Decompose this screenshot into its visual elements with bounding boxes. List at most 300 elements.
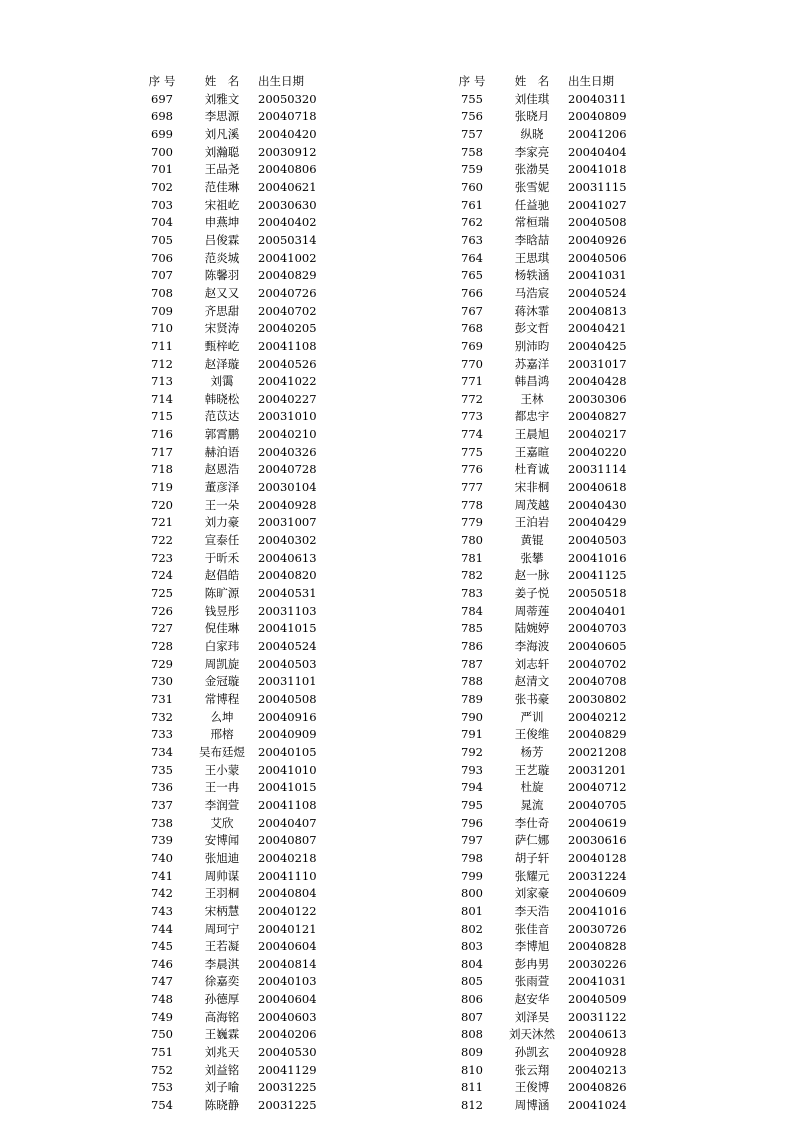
table-row [446,91,640,109]
name-cell: 王俊博 [514,1080,550,1095]
name-cell: 张云翔 [514,1062,550,1077]
table-row [136,815,330,833]
table-row [136,585,330,603]
roster-table-left [136,73,330,1115]
name-cell: 申燕坤 [204,215,240,230]
serial-number-cell: 736 [151,780,173,795]
table-row [446,726,640,744]
serial-number-cell: 746 [151,956,173,971]
name-cell: 李家亮 [514,144,550,159]
name-cell: 孙德厚 [204,992,240,1007]
name-cell: 王思琪 [514,250,550,265]
birth-date-cell: 20040428 [568,374,627,389]
name-cell: 李晗喆 [514,232,550,247]
birth-date-cell: 20040829 [258,268,317,283]
table-row [446,1026,640,1044]
serial-number-cell: 795 [461,797,483,812]
table-row [446,868,640,886]
name-cell: 张晓月 [514,109,550,124]
table-row [136,479,330,497]
birth-date-cell: 20041108 [258,338,317,353]
name-cell: 刘凡溪 [204,126,240,141]
birth-date-cell: 20040928 [258,497,317,512]
name-cell: 王巍霖 [204,1027,240,1042]
serial-number-cell: 739 [151,833,173,848]
serial-number-cell: 735 [151,762,173,777]
serial-number-cell: 699 [151,126,173,141]
serial-number-cell: 770 [461,356,483,371]
serial-number-cell: 714 [151,391,173,406]
birth-date-cell: 20030306 [568,391,627,406]
name-cell: 李博旭 [514,939,550,954]
name-cell: 范佳琳 [204,179,240,194]
birth-date-cell: 20040928 [568,1045,627,1060]
serial-number-cell: 797 [461,833,483,848]
name-cell: 邢榕 [210,727,234,742]
serial-number-cell: 811 [461,1080,483,1095]
table-row [136,144,330,162]
birth-date-cell: 20040210 [258,427,317,442]
table-row [136,938,330,956]
birth-date-cell: 20040311 [568,91,627,106]
birth-date-cell: 20041024 [568,1098,627,1113]
serial-number-cell: 765 [461,268,483,283]
name-cell: 胡子轩 [514,850,550,865]
serial-number-cell: 783 [461,586,483,601]
serial-number-cell: 742 [151,886,173,901]
serial-number-cell: 719 [151,480,173,495]
birth-date-cell: 20040128 [568,850,627,865]
birth-date-cell: 20040726 [258,285,317,300]
name-cell: 张渤昊 [514,162,550,177]
serial-number-cell: 715 [151,409,173,424]
birth-date-cell: 20031114 [568,462,627,477]
serial-number-cell: 812 [461,1098,483,1113]
name-cell: 常桓瑞 [514,215,550,230]
birth-date-cell: 20031122 [568,1009,627,1024]
birth-date-cell: 20040531 [258,586,317,601]
birth-date-cell: 20041018 [568,162,627,177]
name-cell: 李海波 [514,639,550,653]
name-cell: 王品尧 [204,162,240,177]
table-row [136,673,330,691]
birth-date-cell: 20040429 [568,515,627,530]
birth-date-cell: 20021208 [568,744,627,759]
birth-date-cell: 20040613 [258,550,317,565]
table-row [136,620,330,638]
name-cell: 甄梓屹 [204,338,240,353]
name-cell: 周蒂莲 [514,603,550,618]
name-cell: 陈晓静 [204,1098,240,1113]
name-cell: 苏嘉洋 [514,356,550,371]
birth-date-cell: 20040105 [258,744,317,759]
name-cell: 范苡达 [204,409,240,424]
serial-number-cell: 710 [151,321,173,336]
name-cell: 王一朵 [204,497,240,512]
table-row [136,709,330,727]
table-row [136,373,330,391]
serial-number-cell: 785 [461,621,483,636]
name-cell: 齐思甜 [204,303,240,318]
birth-date-cell: 20040604 [258,992,317,1007]
name-cell: 杨芳 [520,744,544,759]
table-row [446,161,640,179]
serial-number-cell: 743 [151,903,173,918]
birth-date-cell: 20041016 [568,550,627,565]
birth-date-cell: 20040618 [568,480,627,495]
birth-date-cell: 20040829 [568,727,627,742]
serial-number-cell: 796 [461,815,483,830]
birth-date-cell: 20041027 [568,197,627,212]
name-cell: 姜子悦 [514,586,550,601]
serial-number-cell: 698 [151,109,173,124]
table-row [446,108,640,126]
name-cell: 杜育诚 [514,462,550,477]
serial-number-cell: 732 [151,709,173,724]
table-row [136,514,330,532]
name-cell: 王小蒙 [204,762,240,777]
table-row [446,338,640,356]
table-row [446,250,640,268]
header-row [136,73,330,91]
table-row [446,850,640,868]
name-cell: 李润萱 [204,797,240,812]
serial-number-cell: 754 [151,1098,173,1113]
birth-date-cell: 20040916 [258,709,317,724]
table-row [136,108,330,126]
serial-number-cell: 764 [461,250,483,265]
table-row [136,391,330,409]
name-cell: 黄锟 [520,533,544,548]
serial-number-cell: 781 [461,550,483,565]
serial-number-cell: 738 [151,815,173,830]
birth-date-cell: 20040407 [258,815,317,830]
birth-date-cell: 20041016 [568,903,627,918]
name-cell: 吕俊霖 [204,232,240,247]
table-row [446,144,640,162]
table-row [446,585,640,603]
serial-number-cell: 731 [151,691,173,706]
name-cell: 董彦泽 [204,480,240,495]
serial-number-cell: 776 [461,462,483,477]
name-cell: 马浩宸 [514,285,550,300]
table-row [136,797,330,815]
birth-date-cell: 20041129 [258,1062,317,1077]
birth-date-cell: 20030630 [258,197,317,212]
serial-number-cell: 741 [151,868,173,883]
serial-number-cell: 728 [151,639,173,653]
serial-number-cell: 730 [151,674,173,689]
table-row [446,285,640,303]
birth-date-cell: 20040205 [258,321,317,336]
table-row [446,408,640,426]
birth-date-cell: 20040827 [568,409,627,424]
serial-number-cell: 726 [151,603,173,618]
birth-date-cell: 20040820 [258,568,317,583]
birth-date-cell: 20040702 [568,656,627,671]
birth-date-cell: 20041110 [258,868,317,883]
table-row [446,461,640,479]
name-cell: 刘瀚聪 [204,144,240,159]
table-row [136,179,330,197]
name-cell: 徐嘉奕 [204,974,240,989]
serial-number-cell: 757 [461,126,483,141]
table-row [446,1097,640,1115]
birth-date-cell: 20040326 [258,444,317,459]
birth-date-cell: 20040509 [568,992,627,1007]
birth-date-cell: 20031225 [258,1080,317,1095]
table-row [136,956,330,974]
table-row [136,91,330,109]
serial-number-cell: 760 [461,179,483,194]
birth-date-cell: 20040526 [258,356,317,371]
birth-date-cell: 20041031 [568,268,627,283]
serial-number-cell: 727 [151,621,173,636]
serial-number-cell: 725 [151,586,173,601]
table-row [136,250,330,268]
birth-date-cell: 20040718 [258,109,317,124]
birth-date-cell: 20031224 [568,868,627,883]
table-row [446,197,640,215]
serial-number-cell: 718 [151,462,173,477]
name-cell: 王俊维 [514,727,550,742]
birth-date-cell: 20041108 [258,797,317,812]
name-cell: 金冠璇 [204,674,240,689]
name-cell: 王林 [520,391,544,406]
name-cell: 刘力豪 [204,515,240,530]
table-row [136,161,330,179]
serial-number-cell: 799 [461,868,483,883]
table-row [446,603,640,621]
name-cell: 萨仁娜 [514,833,550,848]
serial-number-cell: 702 [151,179,173,194]
serial-number-cell: 767 [461,303,483,318]
name-cell: 白家玮 [204,639,240,653]
name-cell: 杨轶涵 [514,268,550,283]
table-row [446,832,640,850]
name-cell: 宋祖屹 [204,197,240,212]
table-row [446,426,640,444]
birth-date-cell: 20040705 [568,797,627,812]
serial-number-cell: 744 [151,921,173,936]
name-cell: 赫泊语 [204,444,240,459]
name-cell: 宋非桐 [514,480,550,495]
birth-date-cell: 20040227 [258,391,317,406]
birth-date-cell: 20040728 [258,462,317,477]
header-name: 姓 名 [514,74,550,88]
name-cell: 赵安华 [514,992,550,1007]
header-birth-date: 出生日期 [258,74,304,88]
header-birth-date: 出生日期 [568,74,614,88]
name-cell: 赵倡皓 [204,568,240,583]
serial-number-cell: 810 [461,1062,483,1077]
name-cell: 常博程 [204,691,240,706]
table-row [136,744,330,762]
serial-number-cell: 723 [151,550,173,565]
birth-date-cell: 20041015 [258,780,317,795]
birth-date-cell: 20031115 [568,179,627,194]
birth-date-cell: 20040213 [568,1062,627,1077]
birth-date-cell: 20040807 [258,833,317,848]
serial-number-cell: 758 [461,144,483,159]
table-row [136,921,330,939]
table-row [136,461,330,479]
serial-number-cell: 745 [151,939,173,954]
name-cell: 王羽桐 [204,886,240,901]
serial-number-cell: 804 [461,956,483,971]
table-row [136,532,330,550]
serial-number-cell: 768 [461,321,483,336]
serial-number-cell: 774 [461,427,483,442]
table-row [136,1097,330,1115]
serial-number-cell: 740 [151,850,173,865]
table-row [446,797,640,815]
serial-number-cell: 704 [151,215,173,230]
name-cell: 刘佳琪 [514,91,550,106]
table-row [446,973,640,991]
table-row [136,214,330,232]
serial-number-cell: 806 [461,992,483,1007]
serial-number-cell: 753 [151,1080,173,1095]
serial-number-cell: 749 [151,1009,173,1024]
table-row [136,338,330,356]
table-row [136,567,330,585]
name-cell: 李仕奇 [514,815,550,830]
birth-date-cell: 20040103 [258,974,317,989]
serial-number-cell: 794 [461,780,483,795]
birth-date-cell: 20041206 [568,126,627,141]
name-cell: 刘志轩 [514,656,550,671]
name-cell: 高海铭 [204,1009,240,1024]
serial-number-cell: 771 [461,374,483,389]
birth-date-cell: 20040425 [568,338,627,353]
name-cell: 宣泰任 [204,533,240,548]
table-row [446,938,640,956]
table-row [136,356,330,374]
name-cell: 刘天沐然 [509,1027,555,1042]
serial-number-cell: 800 [461,886,483,901]
table-row [446,1044,640,1062]
table-row [446,567,640,585]
birth-date-cell: 20040503 [258,656,317,671]
table-row [446,497,640,515]
birth-date-cell: 20040302 [258,533,317,548]
serial-number-cell: 759 [461,162,483,177]
name-cell: 刘兆天 [204,1045,240,1060]
birth-date-cell: 20040508 [568,215,627,230]
table-row [446,356,640,374]
serial-number-cell: 750 [151,1027,173,1042]
serial-number-cell: 801 [461,903,483,918]
birth-date-cell: 20040809 [568,109,627,124]
table-row [446,620,640,638]
serial-number-cell: 756 [461,109,483,124]
serial-number-cell: 792 [461,744,483,759]
birth-date-cell: 20030912 [258,144,317,159]
birth-date-cell: 20040524 [568,285,627,300]
birth-date-cell: 20040530 [258,1045,317,1060]
table-row [446,656,640,674]
birth-date-cell: 20040609 [568,886,627,901]
table-row [446,320,640,338]
serial-number-cell: 780 [461,533,483,548]
serial-number-cell: 786 [461,639,483,653]
birth-date-cell: 20040604 [258,939,317,954]
birth-date-cell: 20040926 [568,232,627,247]
birth-date-cell: 20050320 [258,91,317,106]
name-cell: 范炎城 [204,250,240,265]
name-cell: 郭霄鹏 [204,427,240,442]
birth-date-cell: 20040121 [258,921,317,936]
birth-date-cell: 20031201 [568,762,627,777]
serial-number-cell: 789 [461,691,483,706]
table-row [446,373,640,391]
name-cell: 赵泽璇 [204,356,240,371]
name-cell: 彭冉男 [514,956,550,971]
serial-number-cell: 748 [151,992,173,1007]
name-cell: 杜旋 [520,780,544,795]
birth-date-cell: 20030226 [568,956,627,971]
birth-date-cell: 20040220 [568,444,627,459]
serial-number-cell: 772 [461,391,483,406]
serial-number-cell: 808 [461,1027,483,1042]
name-cell: 刘雅文 [204,91,240,106]
birth-date-cell: 20040806 [258,162,317,177]
table-row [136,991,330,1009]
serial-number-cell: 716 [151,427,173,442]
serial-number-cell: 729 [151,656,173,671]
serial-number-cell: 782 [461,568,483,583]
name-cell: 孙凯玄 [514,1045,550,1060]
name-cell: 张雪妮 [514,179,550,194]
serial-number-cell: 705 [151,232,173,247]
name-cell: 晁流 [520,797,544,812]
serial-number-cell: 747 [151,974,173,989]
table-row [446,815,640,833]
serial-number-cell: 752 [151,1062,173,1077]
table-row [136,1044,330,1062]
birth-date-cell: 20030802 [568,691,627,706]
serial-number-cell: 762 [461,215,483,230]
serial-number-cell: 790 [461,709,483,724]
serial-number-cell: 803 [461,939,483,954]
header-serial-number: 序 号 [458,74,486,88]
birth-date-cell: 20040621 [258,179,317,194]
table-row [446,444,640,462]
name-cell: 赵又又 [204,285,240,300]
serial-number-cell: 755 [461,91,483,106]
birth-date-cell: 20040212 [568,709,627,724]
table-row [136,267,330,285]
name-cell: 刘家豪 [514,886,550,901]
serial-number-cell: 798 [461,850,483,865]
name-cell: 赵一脉 [514,568,550,583]
table-row [136,726,330,744]
serial-number-cell: 737 [151,797,173,812]
serial-number-cell: 807 [461,1009,483,1024]
serial-number-cell: 733 [151,727,173,742]
table-row [136,868,330,886]
table-row [446,673,640,691]
name-cell: 于昕禾 [204,550,240,565]
serial-number-cell: 779 [461,515,483,530]
name-cell: 张攀 [520,550,544,565]
name-cell: 王艺璇 [514,762,550,777]
name-cell: 周凯旋 [204,656,240,671]
serial-number-cell: 707 [151,268,173,283]
table-row [446,267,640,285]
table-row [136,444,330,462]
